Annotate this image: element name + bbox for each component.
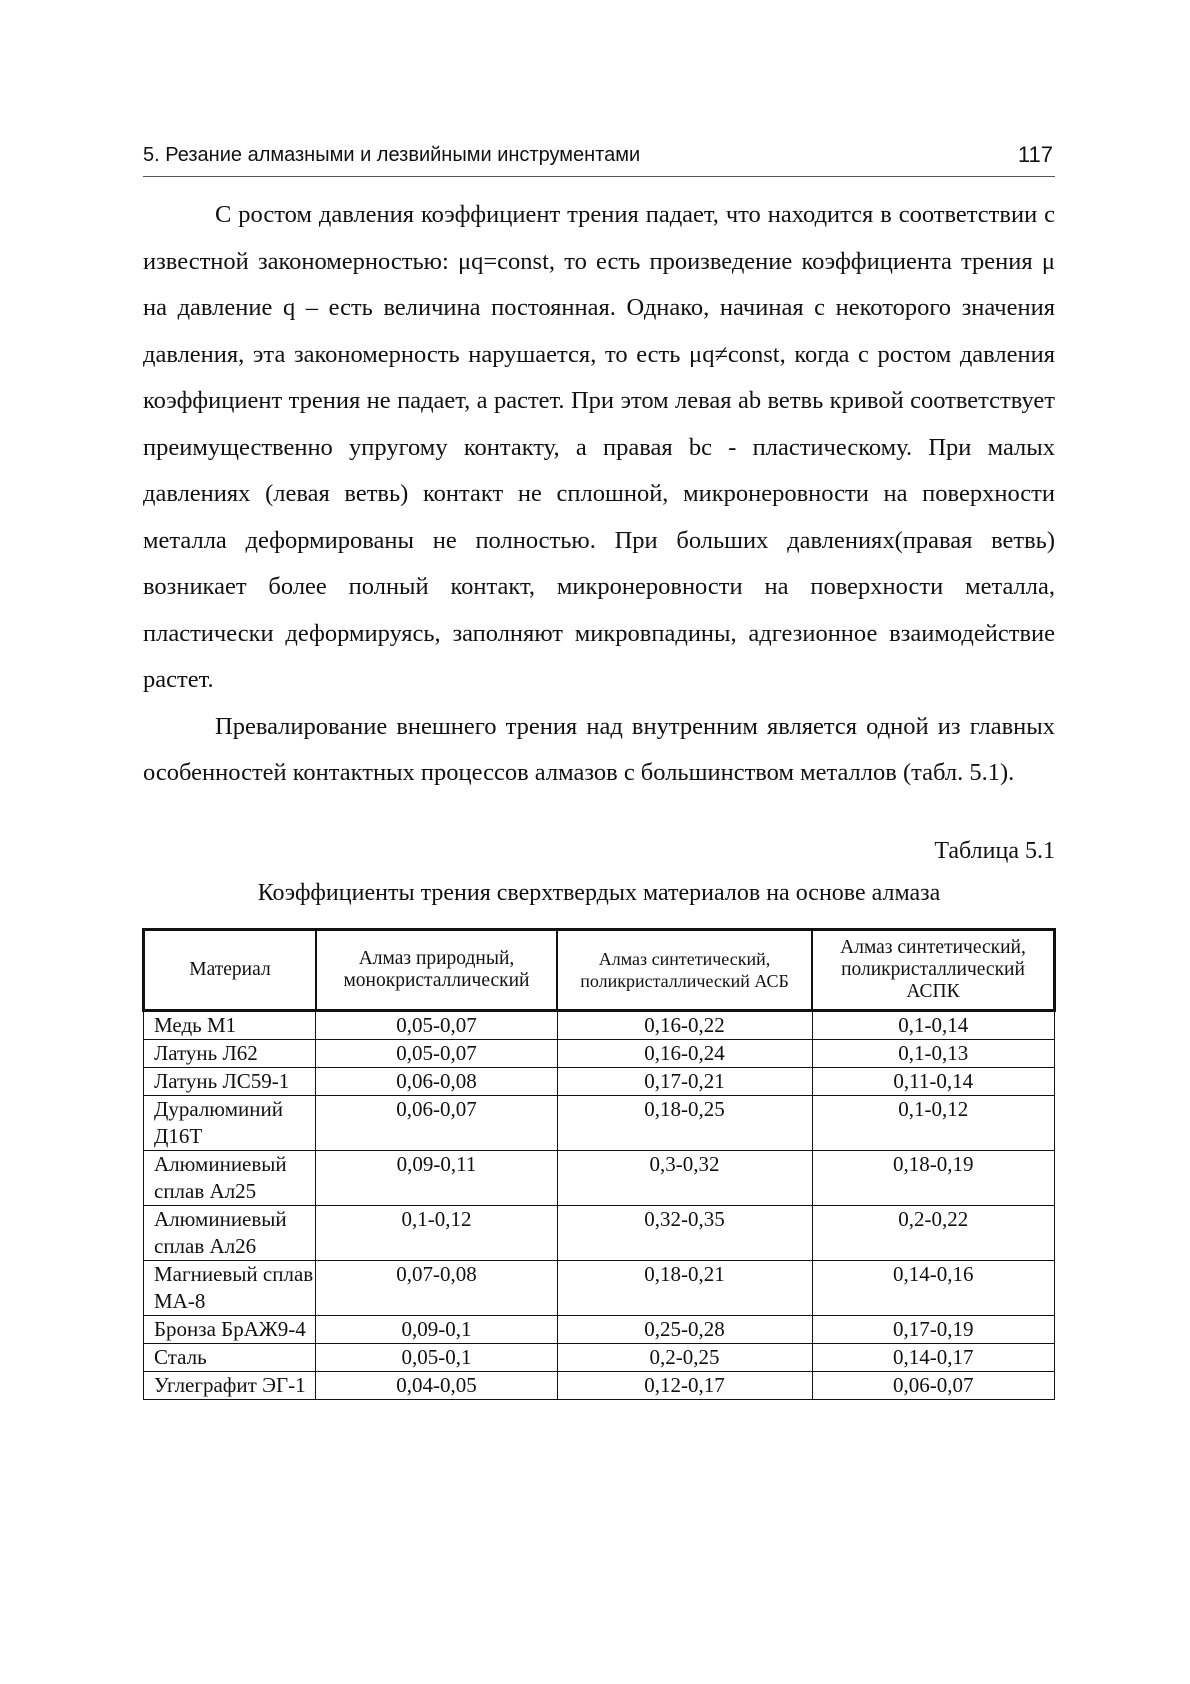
natural-value-cell: 0,09-0,1 (316, 1316, 557, 1344)
asb-value-cell: 0,25-0,28 (557, 1316, 812, 1344)
aspk-value-cell: 0,11-0,14 (812, 1068, 1054, 1096)
aspk-value-cell: 0,2-0,22 (812, 1206, 1054, 1261)
chapter-title: 5. Резание алмазными и лезвийными инструментами (143, 144, 641, 166)
table-body (144, 1011, 1055, 1400)
natural-value-cell: 0,05-0,07 (316, 1011, 557, 1040)
natural-value-cell: 0,09-0,11 (316, 1151, 557, 1206)
asb-value-cell: 0,12-0,17 (557, 1372, 812, 1400)
material-cell: Медь М1 (144, 1011, 316, 1040)
table-row (144, 1096, 1055, 1151)
natural-value-cell: 0,05-0,07 (316, 1040, 557, 1068)
friction-table (142, 928, 1056, 1400)
running-header (143, 142, 1055, 177)
natural-value-cell: 0,1-0,12 (316, 1206, 557, 1261)
natural-value-cell: 0,06-0,07 (316, 1096, 557, 1151)
material-cell: Латунь Л62 (144, 1040, 316, 1068)
paragraph: С ростом давления коэффициент трения падает, что находится в соответствии с известной закономерностью: μq=const, то есть произведение коэффициента трения μ на давление q – есть величина постоянная. Однако, начиная с некоторого значения давления, эта закономерность нарушается, то есть μq≠const, когда с ростом давления коэффициент трения не падает, а растет. При этом левая ab ветвь кривой соответствует преимущественно упругому контакту, а правая bc - пластическому. При малых давлениях (левая ветвь) контакт не сплошной, микронеровности на поверхности металла деформированы не полностью. При больших давлениях(правая ветвь) возникает более полный контакт, микронеровности на поверхности металла, пластически деформируясь, заполняют микровпадины, адгезионное взаимодействие растет. (143, 201, 1055, 693)
header-aspk: Алмаз синтетический, поликристаллический АСПК (812, 930, 1054, 1011)
aspk-value-cell: 0,18-0,19 (812, 1151, 1054, 1206)
asb-value-cell: 0,2-0,25 (557, 1344, 812, 1372)
table-row (144, 1261, 1055, 1316)
asb-value-cell: 0,18-0,25 (557, 1096, 812, 1151)
material-cell: Алюминиевый сплав Ал25 (144, 1151, 316, 1206)
asb-value-cell: 0,16-0,24 (557, 1040, 812, 1068)
material-cell: Дуралюминий Д16Т (144, 1096, 316, 1151)
paragraph: Превалирование внешнего трения над внутренним является одной из главных особенностей контактных процессов алмазов с большинством металлов (табл. 5.1). (143, 712, 1055, 786)
asb-value-cell: 0,32-0,35 (557, 1206, 812, 1261)
table-row (144, 1151, 1055, 1206)
aspk-value-cell: 0,14-0,17 (812, 1344, 1054, 1372)
asb-value-cell: 0,18-0,21 (557, 1261, 812, 1316)
aspk-value-cell: 0,17-0,19 (812, 1316, 1054, 1344)
table-row (144, 1316, 1055, 1344)
asb-value-cell: 0,17-0,21 (557, 1068, 812, 1096)
natural-value-cell: 0,04-0,05 (316, 1372, 557, 1400)
page-number: 117 (1017, 142, 1053, 167)
header-material: Материал (144, 930, 316, 1011)
aspk-value-cell: 0,1-0,14 (812, 1011, 1054, 1040)
asb-value-cell: 0,3-0,32 (557, 1151, 812, 1206)
table-row (144, 1068, 1055, 1096)
material-cell: Сталь (144, 1344, 316, 1372)
aspk-value-cell: 0,1-0,13 (812, 1040, 1054, 1068)
material-cell: Алюминиевый сплав Ал26 (144, 1206, 316, 1261)
asb-value-cell: 0,16-0,22 (557, 1011, 812, 1040)
table-header-row (144, 930, 1055, 1011)
natural-value-cell: 0,06-0,08 (316, 1068, 557, 1096)
aspk-value-cell: 0,14-0,16 (812, 1261, 1054, 1316)
header-asb: Алмаз синтетический, поликристаллический АСБ (557, 930, 812, 1011)
table-caption: Коэффициенты трения сверхтвердых материалов на основе алмаза (257, 880, 941, 906)
material-cell: Углеграфит ЭГ-1 (144, 1372, 316, 1400)
table-number: Таблица 5.1 (934, 838, 1055, 864)
table-row (144, 1011, 1055, 1040)
table-row (144, 1344, 1055, 1372)
header-natural-diamond: Алмаз природный, монокристаллический (316, 930, 557, 1011)
material-cell: Магниевый сплав МА-8 (144, 1261, 316, 1316)
material-cell: Латунь ЛС59-1 (144, 1068, 316, 1096)
natural-value-cell: 0,05-0,1 (316, 1344, 557, 1372)
table-row (144, 1372, 1055, 1400)
aspk-value-cell: 0,1-0,12 (812, 1096, 1054, 1151)
table-row (144, 1040, 1055, 1068)
material-cell: Бронза БрАЖ9-4 (144, 1316, 316, 1344)
aspk-value-cell: 0,06-0,07 (812, 1372, 1054, 1400)
natural-value-cell: 0,07-0,08 (316, 1261, 557, 1316)
table-row (144, 1206, 1055, 1261)
body-text (143, 192, 1055, 797)
